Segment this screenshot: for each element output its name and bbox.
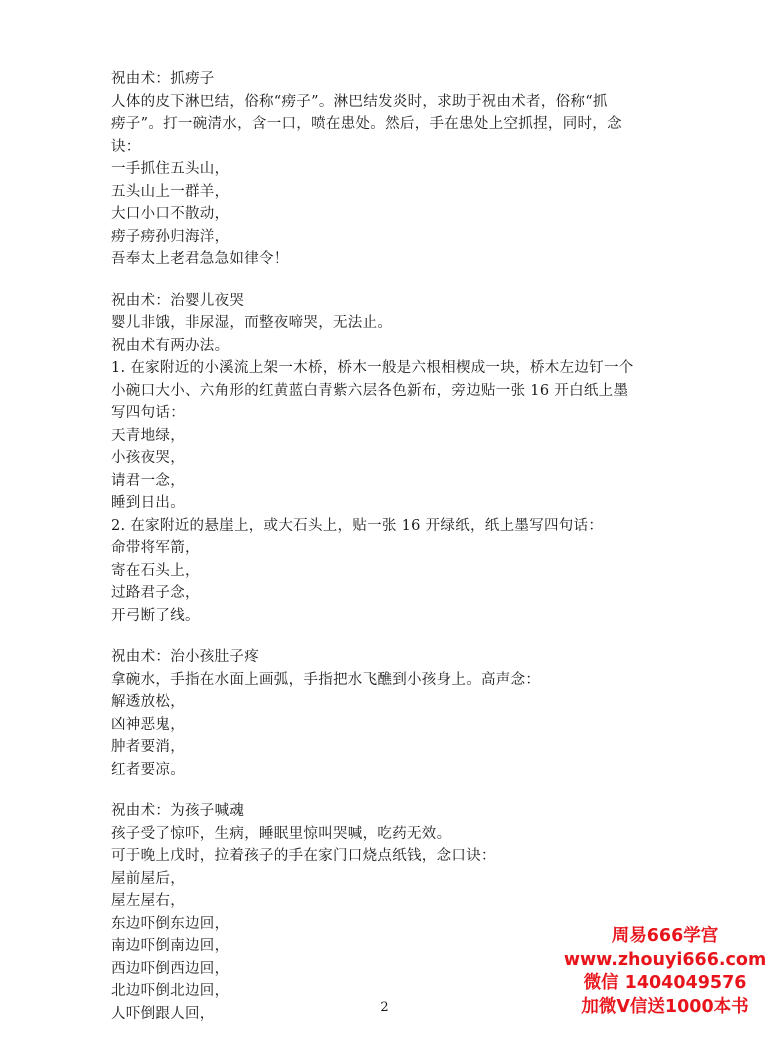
incantation-line: 一手抓住五头山， bbox=[111, 161, 230, 177]
paragraph-line: 2. 在家附近的悬崖上，或大石头上，贴一张 16 开绿纸，纸上墨写四句话： bbox=[111, 517, 604, 534]
paragraph-line: 诀： bbox=[111, 138, 141, 155]
section-infant-night-crying bbox=[111, 290, 671, 628]
section-zhua-laozi bbox=[111, 68, 671, 271]
paragraph-line: 婴儿非饿，非尿湿，而整夜啼哭，无法止。 bbox=[111, 315, 393, 331]
paragraph-line: 祝由术有两办法。 bbox=[111, 337, 230, 354]
incantation-line: 痨子痨孙归海洋， bbox=[111, 228, 230, 245]
paragraph-line: 拿碗水，手指在水面上画弧，手指把水飞醮到小孩身上。高声念： bbox=[111, 671, 541, 688]
paragraph-line: 1. 在家附近的小溪流上架一木桥，桥木一般是六根相楔成一块，桥木左边钉一个 bbox=[111, 360, 634, 376]
incantation-line: 睡到日出。 bbox=[111, 495, 185, 511]
paragraph-line: 写四句话： bbox=[111, 405, 185, 421]
incantation-line: 寄在石头上， bbox=[111, 562, 200, 579]
incantation-line: 吾奉太上老君急急如律令！ bbox=[111, 251, 289, 267]
paragraph-line: 可于晚上戊时，拉着孩子的手在家门口烧点纸钱，念口诀： bbox=[111, 848, 496, 864]
paragraph-line: 小碗口大小、六角形的红黄蓝白青紫六层各色新布，旁边贴一张 16 开白纸上墨 bbox=[111, 382, 629, 399]
section-heading: 祝由术：治小孩肚子疼 bbox=[111, 649, 259, 665]
paragraph-line: 痨子”。打一碗清水，含一口，喷在患处。然后，手在患处上空抓捏，同时，念 bbox=[111, 116, 622, 132]
section-heading: 祝由术：治婴儿夜哭 bbox=[111, 292, 245, 309]
watermark-line: 加微V信送1000本书 bbox=[581, 996, 749, 1017]
incantation-line: 红者要凉。 bbox=[111, 761, 185, 778]
incantation-line: 屋左屋右， bbox=[111, 893, 185, 909]
page-number: 2 bbox=[380, 1000, 389, 1015]
incantation-line: 东边吓倒东边回， bbox=[111, 915, 230, 932]
document-body bbox=[111, 68, 671, 1044]
incantation-line: 凶神恶鬼， bbox=[111, 716, 185, 733]
incantation-line: 命带将军箭， bbox=[111, 540, 200, 556]
section-child-stomachache bbox=[111, 646, 671, 781]
incantation-line: 小孩夜哭， bbox=[111, 450, 185, 466]
paragraph-line: 人体的皮下淋巴结，俗称“痨子”。淋巴结发炎时，求助于祝由术者，俗称“抓 bbox=[111, 93, 608, 110]
incantation-line: 五头山上一群羊， bbox=[111, 183, 230, 200]
incantation-line: 请君一念， bbox=[111, 472, 185, 489]
incantation-line: 北边吓倒北边回， bbox=[111, 983, 230, 999]
incantation-line: 天青地绿， bbox=[111, 427, 185, 444]
watermark-line: 周易666学宫 bbox=[611, 926, 719, 946]
incantation-line: 大口小口不散动， bbox=[111, 206, 230, 222]
incantation-line: 屋前屋后， bbox=[111, 870, 185, 887]
section-heading: 祝由术：抓痨子 bbox=[111, 71, 215, 87]
incantation-line: 开弓断了线。 bbox=[111, 607, 200, 624]
watermark-line: 微信 1404049576 bbox=[583, 973, 747, 993]
incantation-line: 过路君子念， bbox=[111, 585, 200, 601]
paragraph-line: 孩子受了惊吓，生病，睡眠里惊叫哭喊，吃药无效。 bbox=[111, 825, 452, 842]
incantation-line: 肿者要消， bbox=[111, 739, 185, 755]
section-heading: 祝由术：为孩子喊魂 bbox=[111, 803, 245, 819]
incantation-line: 南边吓倒南边回， bbox=[111, 938, 230, 954]
incantation-line: 人吓倒跟人回， bbox=[111, 1005, 215, 1022]
incantation-line: 西边吓倒西边回， bbox=[111, 960, 230, 977]
incantation-line: 解透放松， bbox=[111, 694, 185, 710]
watermark-url: www.zhouyi666.com bbox=[563, 949, 767, 970]
